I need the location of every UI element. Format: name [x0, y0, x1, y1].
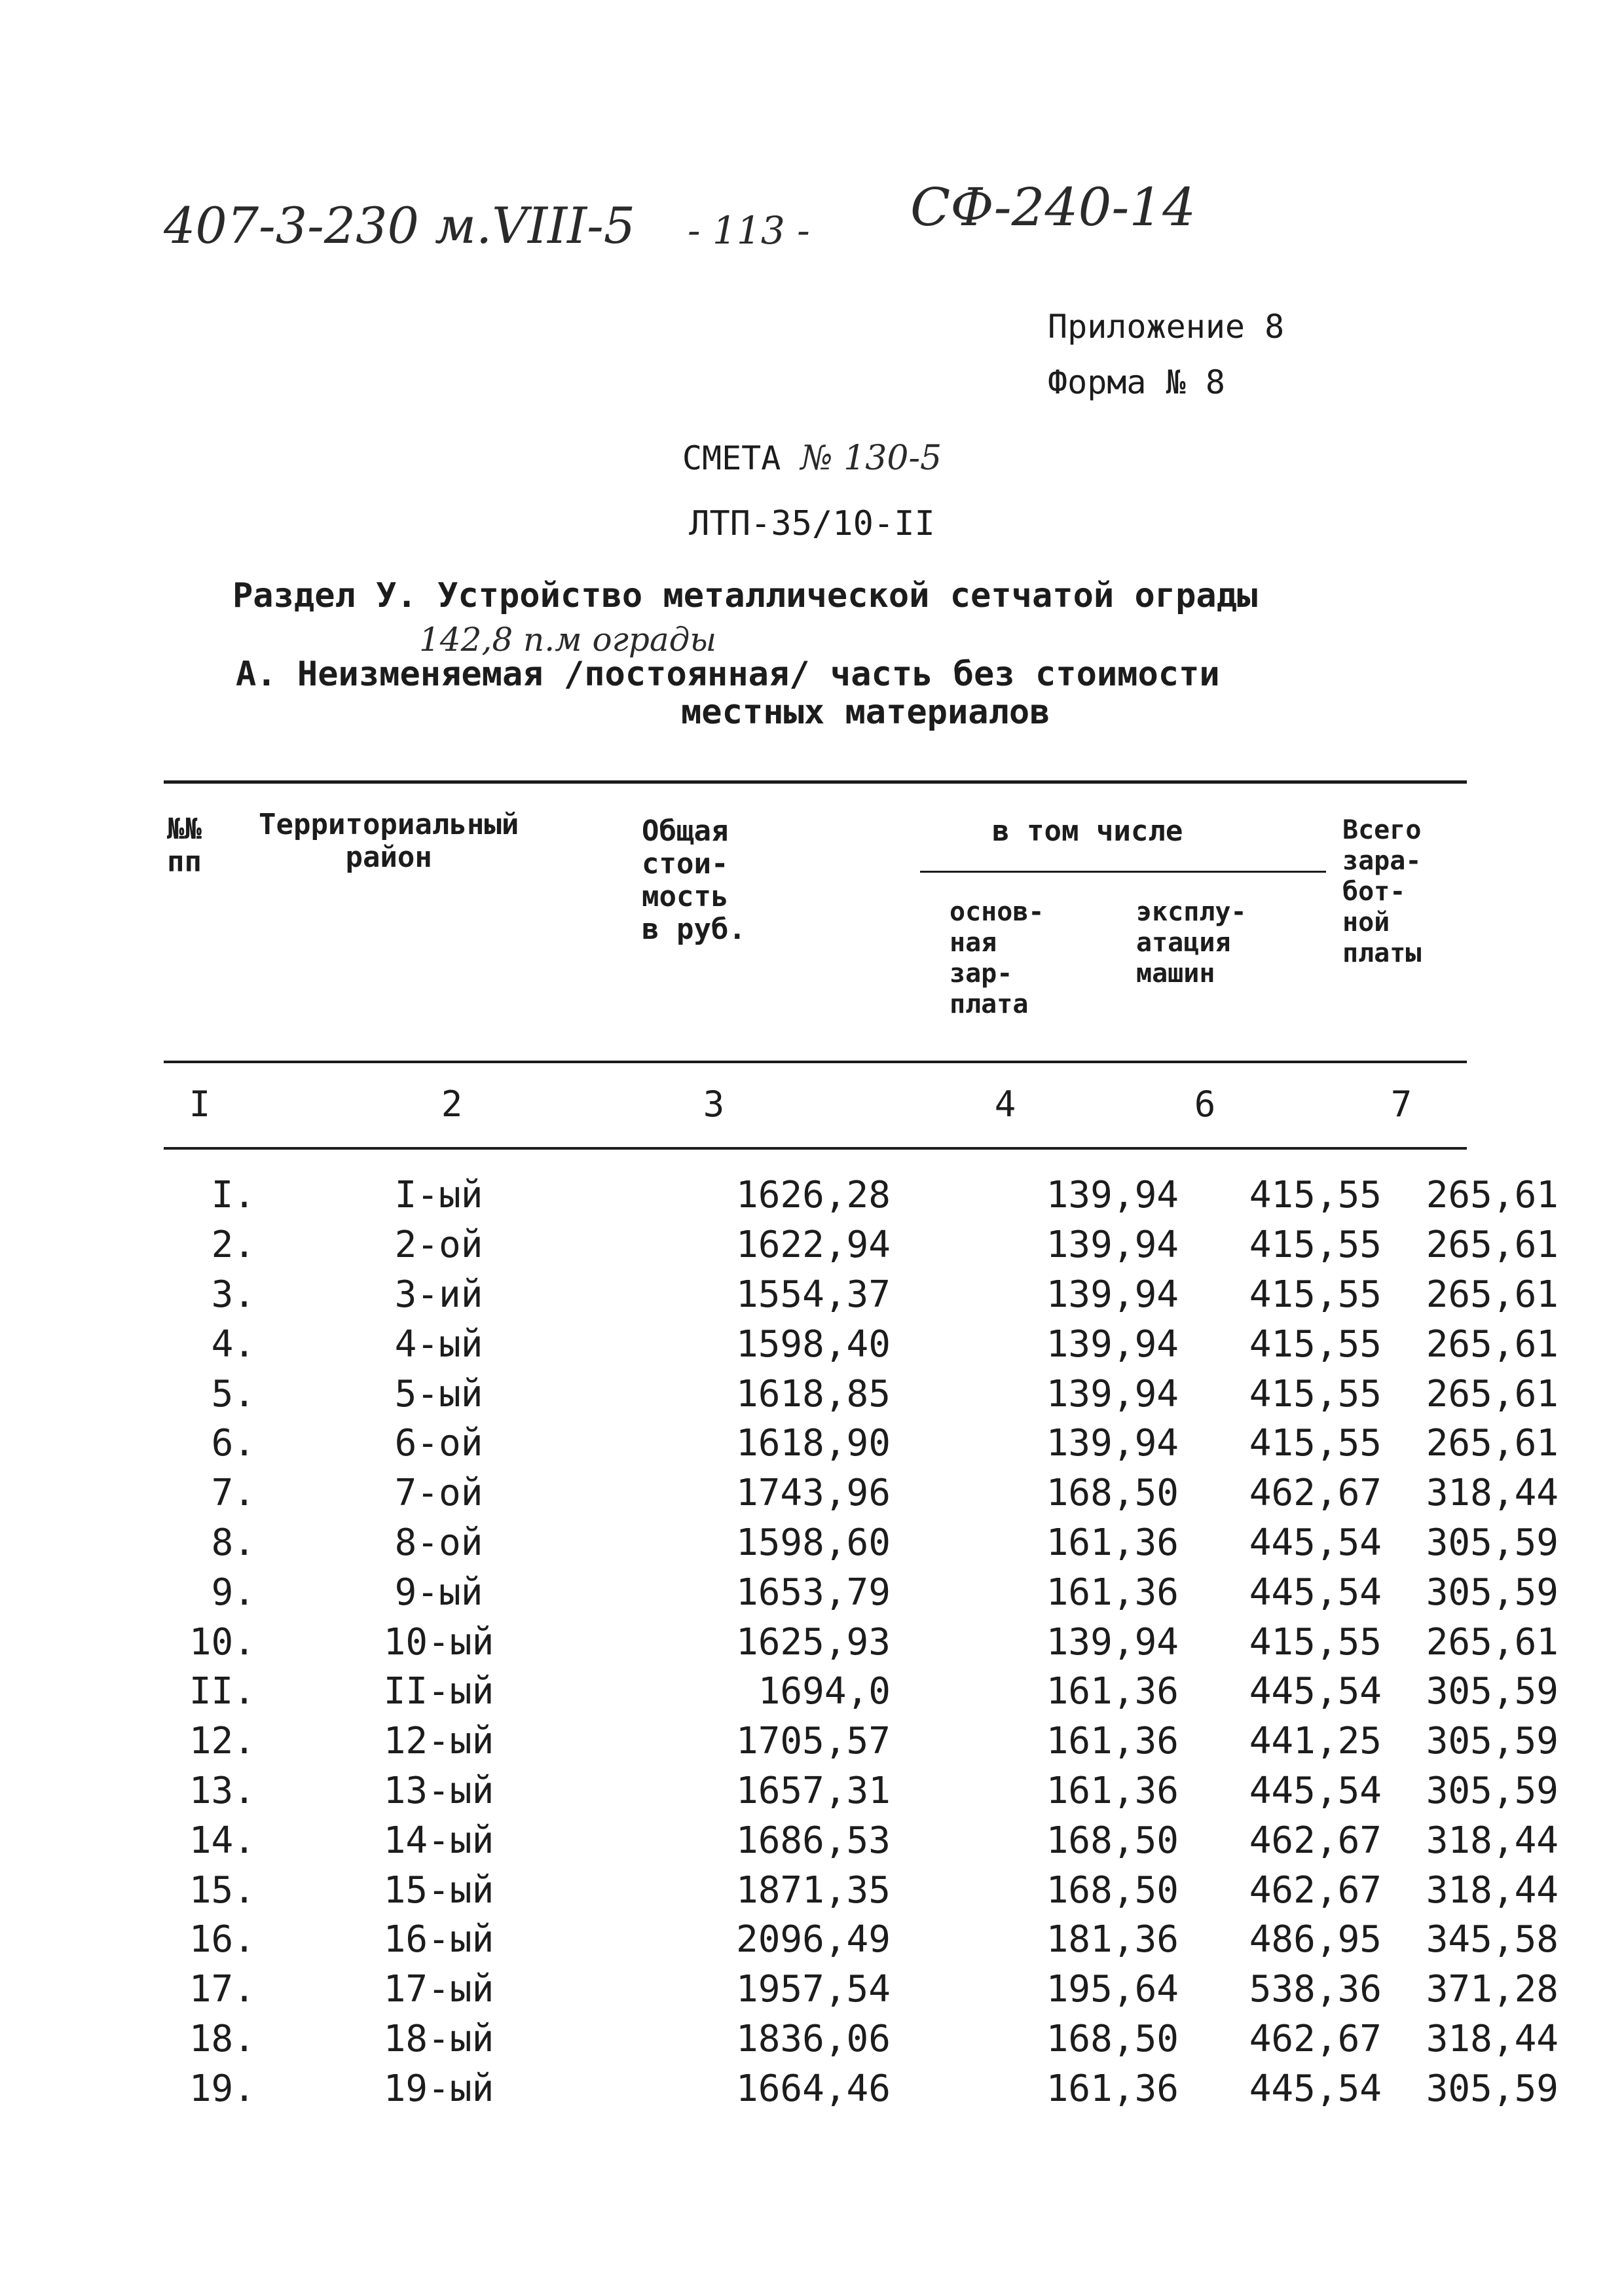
- total-wages-value: 265,61: [1426, 1224, 1559, 1267]
- machine-operation-value: 462,67: [1249, 1472, 1382, 1515]
- header-row-number: №№ пп: [167, 812, 202, 879]
- total-wages-value: 318,44: [1426, 1472, 1559, 1515]
- row-number: II.: [189, 1670, 255, 1713]
- total-wages-value: 305,59: [1426, 1670, 1559, 1713]
- district-name: 3-ий: [394, 1273, 483, 1316]
- total-cost-value: 1686,53: [735, 1819, 891, 1862]
- table-row: [164, 1815, 1559, 1865]
- column-number: 2: [441, 1084, 463, 1125]
- table-row: [164, 2064, 1559, 2113]
- table-row: [164, 1171, 1559, 1220]
- table-row: [164, 1915, 1559, 1965]
- district-name: 15-ый: [383, 1868, 494, 1912]
- total-wages-value: 318,44: [1426, 1819, 1559, 1862]
- machine-operation-value: 445,54: [1249, 1571, 1382, 1614]
- total-cost-value: 1957,54: [735, 1968, 891, 2011]
- base-wage-value: 161,36: [1046, 1720, 1179, 1763]
- base-wage-value: 139,94: [1046, 1174, 1179, 1217]
- total-wages-value: 265,61: [1426, 1422, 1559, 1465]
- total-wages-value: 371,28: [1426, 1968, 1559, 2011]
- base-wage-value: 139,94: [1046, 1422, 1179, 1465]
- row-number: 14.: [189, 1819, 255, 1862]
- total-cost-value: 1653,79: [735, 1571, 891, 1614]
- total-wages-value: 265,61: [1426, 1322, 1559, 1366]
- estimate-code: ЛТП-35/10-II: [689, 504, 935, 543]
- total-cost-value: 1622,94: [735, 1224, 891, 1267]
- district-name: 13-ый: [383, 1769, 494, 1812]
- row-number: 7.: [211, 1472, 255, 1515]
- row-number: 10.: [189, 1620, 255, 1664]
- total-wages-value: 265,61: [1426, 1273, 1559, 1316]
- total-cost-value: 1625,93: [735, 1620, 891, 1664]
- total-cost-value: 2096,49: [735, 1918, 891, 1961]
- machine-operation-value: 415,55: [1249, 1273, 1382, 1316]
- district-name: I-ый: [394, 1174, 483, 1217]
- base-wage-value: 139,94: [1046, 1273, 1179, 1316]
- district-name: II-ый: [383, 1670, 494, 1713]
- row-number: 19.: [189, 2067, 255, 2110]
- total-wages-value: 318,44: [1426, 2017, 1559, 2060]
- section-title: Раздел У. Устройство металлической сетчатой ограды: [232, 576, 1258, 615]
- appendix-label: Приложение 8: [1048, 308, 1285, 346]
- table-row: [164, 1369, 1559, 1419]
- page-number: - 113 -: [688, 208, 810, 253]
- total-wages-value: 265,61: [1426, 1372, 1559, 1415]
- total-wages-value: 305,59: [1426, 1720, 1559, 1763]
- district-name: 6-ой: [394, 1422, 483, 1465]
- base-wage-value: 139,94: [1046, 1322, 1179, 1366]
- machine-operation-value: 441,25: [1249, 1720, 1382, 1763]
- machine-operation-value: 415,55: [1249, 1372, 1382, 1415]
- district-name: 17-ый: [383, 1968, 494, 2011]
- row-number: 12.: [189, 1720, 255, 1763]
- header-machine-operation: эксплу- атация машин: [1136, 897, 1247, 989]
- machine-operation-value: 462,67: [1249, 1819, 1382, 1862]
- machine-operation-value: 415,55: [1249, 1322, 1382, 1366]
- district-name: 14-ый: [383, 1819, 494, 1862]
- header-total-cost: Общая стои- мость в руб.: [642, 814, 746, 946]
- machine-operation-value: 462,67: [1249, 1868, 1382, 1912]
- base-wage-value: 168,50: [1046, 2017, 1179, 2060]
- machine-operation-value: 486,95: [1249, 1918, 1382, 1961]
- table-row: [164, 1717, 1559, 1766]
- total-cost-value: 1626,28: [735, 1174, 891, 1217]
- column-number: 3: [703, 1084, 725, 1125]
- total-cost-value: 1554,37: [735, 1273, 891, 1316]
- total-wages-value: 345,58: [1426, 1918, 1559, 1961]
- table-row: [164, 1270, 1559, 1320]
- table-row: [164, 1468, 1559, 1518]
- machine-operation-value: 415,55: [1249, 1224, 1382, 1267]
- form-label: Форма № 8: [1048, 363, 1225, 401]
- row-number: 18.: [189, 2017, 255, 2060]
- row-number: 6.: [211, 1422, 255, 1465]
- base-wage-value: 139,94: [1046, 1372, 1179, 1415]
- machine-operation-value: 415,55: [1249, 1620, 1382, 1664]
- district-name: 4-ый: [394, 1322, 483, 1366]
- base-wage-value: 161,36: [1046, 1521, 1179, 1564]
- total-cost-value: 1705,57: [735, 1720, 891, 1763]
- total-cost-value: 1664,46: [735, 2067, 891, 2110]
- base-wage-value: 139,94: [1046, 1224, 1179, 1267]
- table-row: [164, 2014, 1559, 2064]
- base-wage-value: 195,64: [1046, 1968, 1179, 2011]
- table-row: [164, 1567, 1559, 1617]
- estimate-label: СМЕТА: [682, 439, 781, 477]
- machine-operation-value: 415,55: [1249, 1174, 1382, 1217]
- handwritten-reference: СФ-240-14: [910, 177, 1196, 238]
- district-name: 5-ый: [394, 1372, 483, 1415]
- base-wage-value: 161,36: [1046, 1769, 1179, 1812]
- total-wages-value: 305,59: [1426, 1571, 1559, 1614]
- machine-operation-value: 538,36: [1249, 1968, 1382, 2011]
- header-total-wages: Всего зара- бот- ной платы: [1342, 815, 1422, 968]
- total-cost-value: 1598,60: [735, 1521, 891, 1564]
- header-including: в том числе: [992, 814, 1183, 848]
- row-number: 13.: [189, 1769, 255, 1812]
- base-wage-value: 139,94: [1046, 1620, 1179, 1664]
- district-name: 12-ый: [383, 1720, 494, 1763]
- base-wage-value: 161,36: [1046, 2067, 1179, 2110]
- total-cost-value: 1871,35: [735, 1868, 891, 1912]
- total-wages-value: 265,61: [1426, 1620, 1559, 1664]
- table-row: [164, 1220, 1559, 1270]
- table-row: [164, 1319, 1559, 1369]
- cost-table: [164, 1171, 1559, 2113]
- table-row: [164, 1667, 1559, 1717]
- row-number: I.: [211, 1174, 255, 1217]
- base-wage-value: 168,50: [1046, 1819, 1179, 1862]
- row-number: 15.: [189, 1868, 255, 1912]
- total-wages-value: 305,59: [1426, 1521, 1559, 1564]
- total-cost-value: 1743,96: [735, 1472, 891, 1515]
- row-number: 4.: [211, 1322, 255, 1366]
- total-wages-value: 305,59: [1426, 2067, 1559, 2110]
- district-name: 16-ый: [383, 1918, 494, 1961]
- column-number: 4: [994, 1084, 1016, 1125]
- column-number: 6: [1194, 1084, 1216, 1125]
- base-wage-value: 161,36: [1046, 1670, 1179, 1713]
- header-base-wage: основ- ная зар- плата: [950, 897, 1044, 1019]
- row-number: 17.: [189, 1968, 255, 2011]
- base-wage-value: 181,36: [1046, 1918, 1179, 1961]
- total-cost-value: 1836,06: [735, 2017, 891, 2060]
- district-name: 2-ой: [394, 1224, 483, 1267]
- district-name: 7-ой: [394, 1472, 483, 1515]
- district-name: 18-ый: [383, 2017, 494, 2060]
- row-number: 8.: [211, 1521, 255, 1564]
- base-wage-value: 161,36: [1046, 1571, 1179, 1614]
- total-cost-value: 1598,40: [735, 1322, 891, 1366]
- estimate-title: [0, 439, 1624, 478]
- total-cost-value: 1618,90: [735, 1422, 891, 1465]
- machine-operation-value: 445,54: [1249, 1670, 1382, 1713]
- row-number: 9.: [211, 1571, 255, 1614]
- table-row: [164, 1518, 1559, 1568]
- total-wages-value: 305,59: [1426, 1769, 1559, 1812]
- part-title-continued: местных материалов: [681, 693, 1050, 732]
- table-top-rule: [164, 780, 1467, 784]
- header-district: Территориальный район: [259, 808, 519, 874]
- base-wage-value: 168,50: [1046, 1472, 1179, 1515]
- column-number: 7: [1390, 1084, 1412, 1125]
- district-name: 9-ый: [394, 1571, 483, 1614]
- section-handwritten-note: 142,8 п.м ограды: [419, 621, 717, 659]
- machine-operation-value: 445,54: [1249, 1521, 1382, 1564]
- district-name: 8-ой: [394, 1521, 483, 1564]
- row-number: 3.: [211, 1273, 255, 1316]
- machine-operation-value: 462,67: [1249, 2017, 1382, 2060]
- machine-operation-value: 445,54: [1249, 1769, 1382, 1812]
- table-row: [164, 1419, 1559, 1468]
- total-wages-value: 318,44: [1426, 1868, 1559, 1912]
- total-cost-value: 1694,0: [758, 1670, 891, 1713]
- subheader-rule: [920, 871, 1326, 873]
- total-wages-value: 265,61: [1426, 1174, 1559, 1217]
- table-row: [164, 1617, 1559, 1667]
- base-wage-value: 168,50: [1046, 1868, 1179, 1912]
- table-row: [164, 1965, 1559, 2014]
- total-cost-value: 1657,31: [735, 1769, 891, 1812]
- table-row: [164, 1865, 1559, 1915]
- row-number: 2.: [211, 1224, 255, 1267]
- estimate-handwritten-number: № 130-5: [800, 439, 942, 478]
- district-name: 19-ый: [383, 2067, 494, 2110]
- machine-operation-value: 415,55: [1249, 1422, 1382, 1465]
- district-name: 10-ый: [383, 1620, 494, 1664]
- column-numbers-rule: [164, 1147, 1467, 1150]
- column-number: I: [189, 1084, 211, 1125]
- machine-operation-value: 445,54: [1249, 2067, 1382, 2110]
- row-number: 5.: [211, 1372, 255, 1415]
- handwritten-project-code: 407-3-230 м.VIII-5: [164, 196, 636, 255]
- table-row: [164, 1766, 1559, 1816]
- row-number: 16.: [189, 1918, 255, 1961]
- total-cost-value: 1618,85: [735, 1372, 891, 1415]
- part-title: А. Неизменяемая /постоянная/ часть без стоимости: [236, 655, 1220, 694]
- header-bottom-rule: [164, 1061, 1467, 1063]
